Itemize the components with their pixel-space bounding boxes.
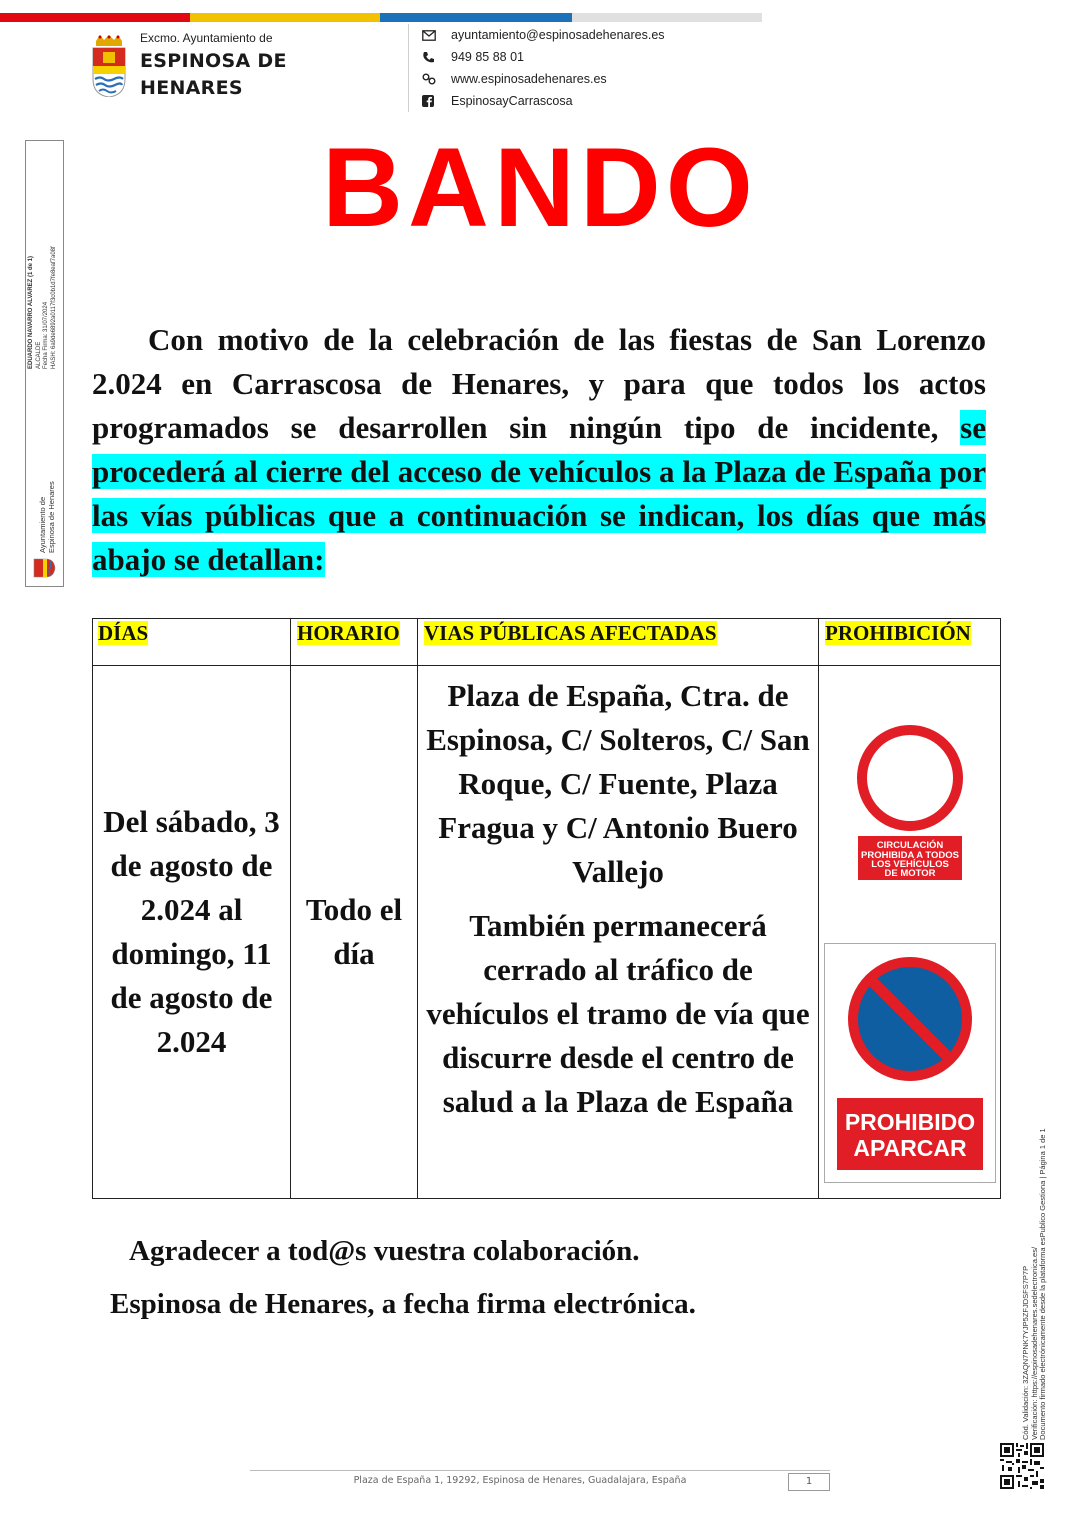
contact-phone bbox=[422, 46, 665, 68]
contact-block bbox=[422, 24, 665, 112]
no-parking-sign-icon bbox=[824, 943, 996, 1183]
contact-web-text[interactable]: www.espinosadehenares.es bbox=[451, 72, 607, 86]
closing-thanks: Agradecer a tod@s vuestra colaboración. bbox=[129, 1235, 640, 1267]
page-title: BANDO bbox=[322, 125, 758, 250]
closing-place: Espinosa de Henares, a fecha firma electrónica. bbox=[110, 1288, 696, 1320]
phone-icon bbox=[422, 51, 451, 64]
facebook-icon bbox=[422, 95, 451, 107]
intro-highlighted-text: se procederá al cierre del acceso de vehículos a la Plaza de España por las vías públicas que a continuación se indican, los días que más abajo se detallan: bbox=[92, 410, 986, 577]
bar-grey bbox=[572, 13, 762, 22]
org-name bbox=[140, 48, 287, 102]
top-color-bar bbox=[0, 13, 762, 22]
header-prohibicion: PROHIBICIÓN bbox=[819, 619, 1001, 666]
horario-text: Todo el día bbox=[305, 892, 403, 971]
intro-paragraph bbox=[92, 318, 986, 582]
page-number: 1 bbox=[788, 1473, 830, 1491]
org-name-line1: ESPINOSA DE bbox=[140, 50, 287, 72]
sign1-line1: CIRCULACIÓN bbox=[876, 840, 943, 851]
contact-facebook-text[interactable]: EspinosayCarrascosa bbox=[451, 94, 573, 108]
dias-text: Del sábado, 3 de agosto de 2.024 al domingo, 11 de agosto de 2.024 bbox=[103, 804, 280, 1059]
org-name-line2: HENARES bbox=[140, 77, 243, 99]
footer-divider bbox=[250, 1470, 830, 1471]
sidebar-org-text: Ayuntamiento de Espinosa de Henares bbox=[38, 481, 56, 553]
bar-yellow bbox=[190, 13, 380, 22]
qr-code-icon[interactable] bbox=[1000, 1443, 1044, 1489]
header-vias: VIAS PÚBLICAS AFECTADAS bbox=[418, 619, 819, 666]
contact-email-text[interactable]: ayuntamiento@espinosadehenares.es bbox=[451, 28, 665, 42]
cell-prohibicion bbox=[819, 666, 1001, 1199]
signature-text: EDUARDO NAVARRO ALVAREZ (1 de 1) ALCALDE Fecha Firma: 31/07/2024 HASH: 6a9de6892a0117f3c0b1d7fe8eaf7a08f bbox=[28, 246, 57, 369]
contact-facebook bbox=[422, 90, 665, 112]
bar-red bbox=[0, 13, 190, 22]
cell-horario bbox=[291, 666, 418, 1199]
org-prefix: Excmo. Ayuntamiento de bbox=[140, 31, 273, 45]
vias-streets-text: Plaza de España, Ctra. de Espinosa, C/ Solteros, C/ San Roque, C/ Fuente, Plaza Fragua y C/ Antonio Buero Vallejo bbox=[426, 678, 810, 889]
sign1-line4: DE MOTOR bbox=[883, 868, 936, 879]
bar-blue bbox=[380, 13, 572, 22]
contact-email bbox=[422, 24, 665, 46]
cell-vias bbox=[418, 666, 819, 1199]
contact-web bbox=[422, 68, 665, 90]
header-divider bbox=[408, 24, 409, 112]
envelope-icon bbox=[422, 30, 451, 41]
signs-container bbox=[819, 674, 1000, 1189]
header-horario: HORARIO bbox=[291, 619, 418, 666]
table-header-row bbox=[93, 619, 1001, 666]
coat-of-arms-icon bbox=[90, 35, 128, 97]
closures-table bbox=[92, 618, 1001, 1199]
contact-phone-text[interactable]: 949 85 88 01 bbox=[451, 50, 524, 64]
cell-dias bbox=[93, 666, 291, 1199]
sidebar-crest-icon bbox=[32, 556, 56, 580]
intro-plain-text: Con motivo de la celebración de las fiestas de San Lorenzo 2.024 en Carrascosa de Henares, y para que todos los actos programados se desarrollen sin ningún tipo de incidente, bbox=[92, 322, 986, 445]
no-vehicles-sign-icon bbox=[850, 718, 970, 888]
verification-text: Cód. Validación: 3ZAQN7PNK7YJP5ZFJDSFS7P7P Verificación: https://espinosadehenares.sedelectronica.es/ Documento firmado electrónicamente desde la plataforma esPublico Gestiona | Página 1 de 1 bbox=[1021, 1128, 1047, 1440]
sign2-line1: PROHIBIDO bbox=[844, 1109, 975, 1135]
sign1-line2: PROHIBIDA A TODOS bbox=[860, 850, 959, 861]
sign2-line2: APARCAR bbox=[852, 1135, 967, 1161]
vias-extra-text: También permanecerá cerrado al tráfico de vehículos el tramo de vía que discurre desde el centro de salud a la Plaza de España bbox=[426, 908, 810, 1119]
header-dias: DÍAS bbox=[93, 619, 291, 666]
footer-address: Plaza de España 1, 19292, Espinosa de Henares, Guadalajara, España bbox=[353, 1475, 687, 1486]
sign1-line3: LOS VEHÍCULOS bbox=[870, 859, 949, 870]
table-row bbox=[93, 666, 1001, 1199]
link-icon bbox=[422, 73, 451, 85]
